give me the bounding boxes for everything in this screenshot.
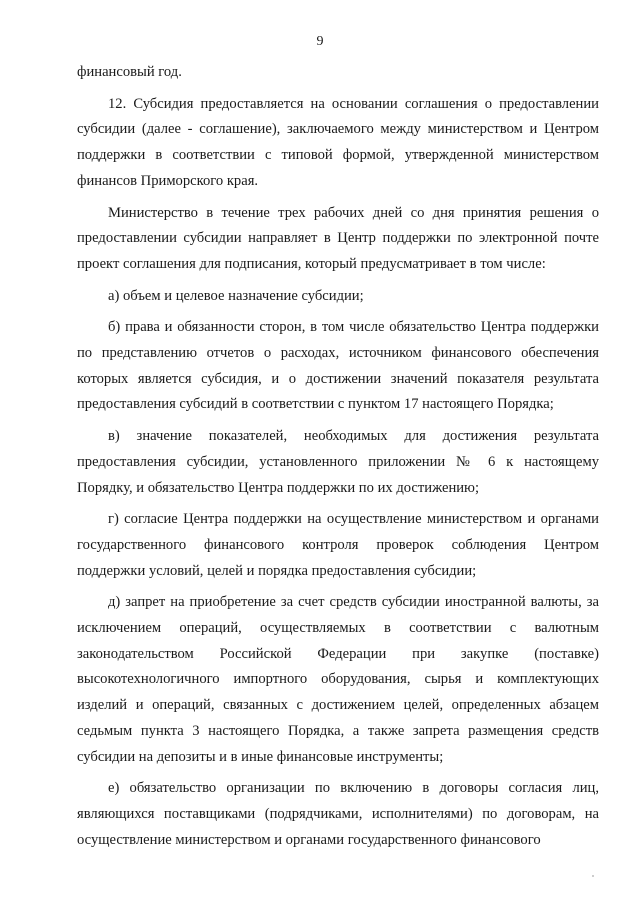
- paragraph-item-a: а) объем и целевое назначение субсидии;: [108, 287, 364, 304]
- paragraph-item-d: д) запрет на приобретение за счет средств субсидии иностранной валюты, за исключением операций, осуществляемых в соответствии с валютным законодательством Российской Федерации при закупке (поставке) высокотехнологичного импортного оборудования, сырья и комплектующих изделий и операций, связанных с достижением целей, определенных абзацем седьмым пункта 3 настоящего Порядка, а также запрета размещения средств субсидии на депозиты и в иные финансовые инструменты;: [77, 594, 599, 765]
- paragraph-continuation: финансовый год.: [77, 64, 182, 80]
- paragraph-item-b: б) права и обязанности сторон, в том числе обязательство Центра поддержки по представлению отчетов о расходах, источником финансового обеспечения которых является субсидия, и о достижении значений показателя результата предоставления субсидий в соответствии с пунктом 17 настоящего Порядка;: [77, 319, 599, 413]
- document-body: [77, 60, 599, 853]
- paragraph-item-v: в) значение показателей, необходимых для достижения результата предоставления субсидии, установленного приложении № 6 к настоящему Порядку, и обязательство Центра поддержки по их достижению;: [77, 428, 599, 496]
- paragraph-item-g: г) согласие Центра поддержки на осуществление министерством и органами государственного финансового контроля проверок соблюдения Центром поддержки условий, целей и порядка предоставления субсидии;: [77, 511, 599, 579]
- paragraph-clause-12: 12. Субсидия предоставляется на основании соглашения о предоставлении субсидии (далее - соглашение), заключаемого между министерством и Центром поддержки в соответствии с типовой формой, утвержденной министерством финансов Приморского края.: [77, 95, 599, 189]
- paragraph-ministry-procedure: Министерство в течение трех рабочих дней со дня принятия решения о предоставлении субсидии направляет в Центр поддержки по электронной почте проект соглашения для подписания, который предусматривает в том числе:: [77, 204, 599, 272]
- paragraph-item-e: е) обязательство организации по включению в договоры согласия лиц, являющихся поставщиками (подрядчиками, исполнителями) по договорам, на осуществление министерством и органами государственного финансового: [77, 780, 599, 848]
- scan-speck: [592, 875, 594, 877]
- page-number: 9: [316, 34, 324, 49]
